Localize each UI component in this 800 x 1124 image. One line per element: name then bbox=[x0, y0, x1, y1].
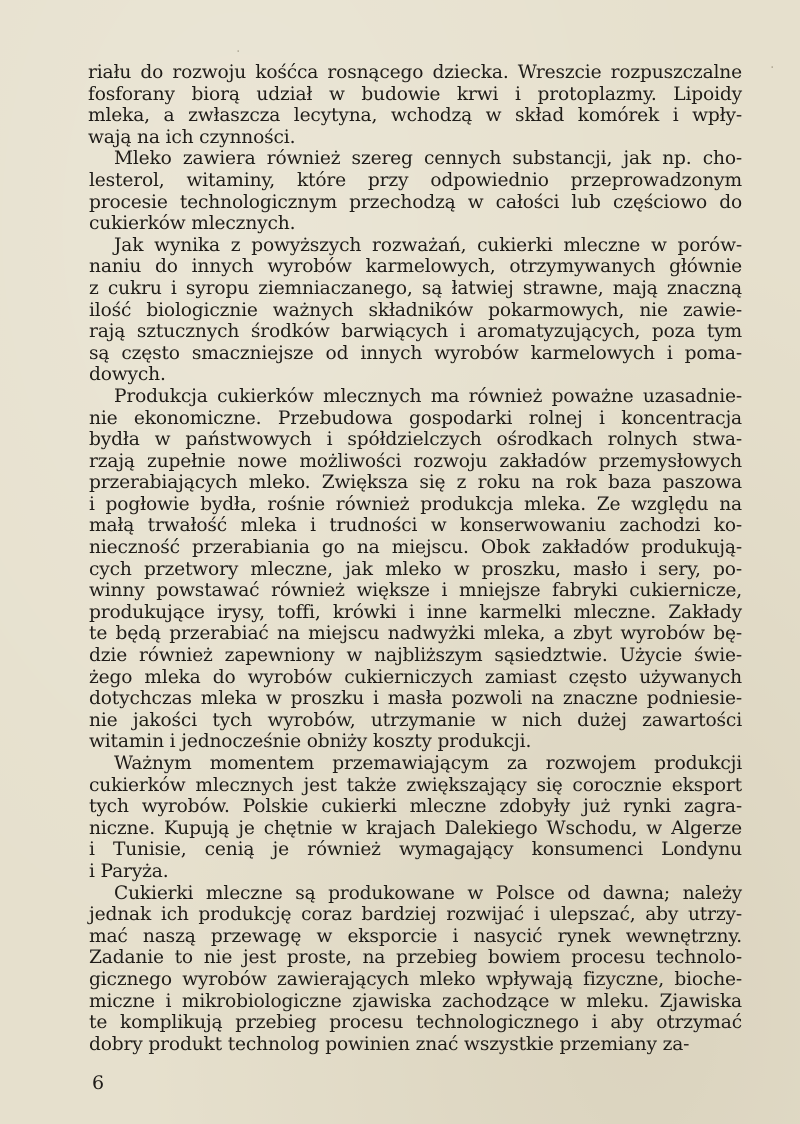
print-speck: · bbox=[770, 60, 775, 76]
text-line: cukierków mlecznych. bbox=[89, 213, 296, 235]
text-line: cych przetwory mleczne, jak mleko w proszku, masło i sery, po- bbox=[89, 558, 742, 580]
text-line: te komplikują przebieg procesu technologicznego i aby otrzymać bbox=[89, 1012, 742, 1034]
text-line: naniu do innych wyrobów karmelowych, otrzymywanych głównie bbox=[89, 256, 742, 278]
text-line: z cukru i syropu ziemniaczanego, są łatwiej strawne, mają znaczną bbox=[89, 277, 742, 299]
paragraph bbox=[88, 386, 742, 753]
print-speck: · bbox=[236, 44, 241, 60]
text-line: produkujące irysy, toffi, krówki i inne karmelki mleczne. Zakłady bbox=[89, 601, 742, 623]
text-line: procesie technologicznym przechodzą w całości lub częściowo do bbox=[89, 191, 742, 213]
text-line: dobry produkt technolog powinien znać wszystkie przemiany za- bbox=[89, 1033, 690, 1055]
text-line: jednak ich produkcję coraz bardziej rozwijać i ulepszać, aby utrzy- bbox=[89, 904, 742, 926]
page-number: 6 bbox=[92, 1072, 105, 1094]
text-line: miczne i mikrobiologiczne zjawiska zachodzące w mleku. Zjawiska bbox=[89, 990, 742, 1012]
text-line: rają sztucznych środków barwiących i aromatyzujących, poza tym bbox=[89, 321, 742, 343]
paragraph bbox=[88, 883, 742, 1056]
text-line: niczne. Kupują je chętnie w krajach Dalekiego Wschodu, w Algerze bbox=[89, 817, 742, 839]
text-line: przerabiających mleko. Zwiększa się z roku na rok baza paszowa bbox=[89, 472, 742, 494]
text-line: lesterol, witaminy, które przy odpowiednio przeprowadzonym bbox=[89, 169, 742, 191]
text-line: żego mleka do wyrobów cukierniczych zamiast często używanych bbox=[89, 666, 742, 688]
text-line: winny powstawać również większe i mniejsze fabryki cukiernicze, bbox=[89, 580, 742, 602]
text-line: mleka, a zwłaszcza lecytyna, wchodzą w skład komórek i wpły- bbox=[88, 105, 742, 127]
text-line: i Paryża. bbox=[89, 860, 169, 882]
text-line: riału do rozwoju kośćca rosnącego dziecka. Wreszcie rozpuszczalne bbox=[88, 62, 742, 83]
text-line: tych wyrobów. Polskie cukierki mleczne zdobyły już rynki zagra- bbox=[89, 796, 742, 818]
text-line: Jak wynika z powyższych rozważań, cukierki mleczne w porów- bbox=[114, 234, 742, 256]
text-line: nieczność przerabiania go na miejscu. Obok zakładów produkują- bbox=[89, 537, 742, 559]
text-line: dotychczas mleka w proszku i masła pozwoli na znaczne podniesie- bbox=[89, 688, 742, 710]
text-line: nie jakości tych wyrobów, utrzymanie w nich dużej zawartości bbox=[89, 709, 742, 731]
text-line: rzają zupełnie nowe możliwości rozwoju zakładów przemysłowych bbox=[89, 450, 742, 472]
text-line: nie ekonomiczne. Przebudowa gospodarki rolnej i koncentracja bbox=[89, 407, 742, 429]
text-line: i pogłowie bydła, rośnie również produkcja mleka. Ze względu na bbox=[89, 493, 742, 515]
paragraph bbox=[88, 235, 742, 386]
text-line: Ważnym momentem przemawiającym za rozwojem produkcji bbox=[114, 753, 742, 774]
text-line: wają na ich czynności. bbox=[88, 126, 296, 148]
text-line: gicznego wyrobów zawierających mleko wpływają fizyczne, bioche- bbox=[89, 968, 742, 990]
text-line: bydła w państwowych i spółdzielczych ośrodkach rolnych stwa- bbox=[89, 429, 742, 451]
text-line: Zadanie to nie jest proste, na przebieg bowiem procesu technolo- bbox=[89, 947, 742, 969]
text-line: mać naszą przewagę w eksporcie i nasycić rynek wewnętrzny. bbox=[89, 925, 742, 947]
text-line: Cukierki mleczne są produkowane w Polsce od dawna; należy bbox=[114, 882, 742, 904]
text-line: ilość biologicznie ważnych składników pokarmowych, nie zawie- bbox=[89, 299, 742, 321]
text-line: są często smaczniejsze od innych wyrobów karmelowych i poma- bbox=[89, 342, 742, 364]
paragraph bbox=[88, 148, 742, 234]
text-line: fosforany biorą udział w budowie krwi i protoplazmy. Lipoidy bbox=[88, 83, 742, 105]
text-line: i Tunisie, cenią je również wymagający konsumenci Londynu bbox=[89, 839, 742, 861]
text-line: te będą przerabiać na miejscu nadwyżki mleka, a zbyt wyrobów bę- bbox=[89, 623, 742, 645]
text-line: Mleko zawiera również szereg cennych substancji, jak np. cho- bbox=[114, 148, 742, 170]
text-line: małą trwałość mleka i trudności w konserwowaniu zachodzi ko- bbox=[89, 515, 742, 537]
paragraph bbox=[88, 62, 742, 148]
text-line: cukierków mlecznych jest także zwiększający się corocznie eksport bbox=[89, 774, 742, 796]
text-line: dzie również zapewniony w najbliższym sąsiedztwie. Użycie świe- bbox=[89, 645, 742, 667]
paragraph bbox=[88, 753, 742, 883]
text-line: dowych. bbox=[89, 364, 166, 386]
text-line: Produkcja cukierków mlecznych ma również poważne uzasadnie- bbox=[114, 385, 742, 407]
text-line: witamin i jednocześnie obniży koszty produkcji. bbox=[89, 731, 532, 753]
body-text bbox=[88, 62, 742, 1055]
